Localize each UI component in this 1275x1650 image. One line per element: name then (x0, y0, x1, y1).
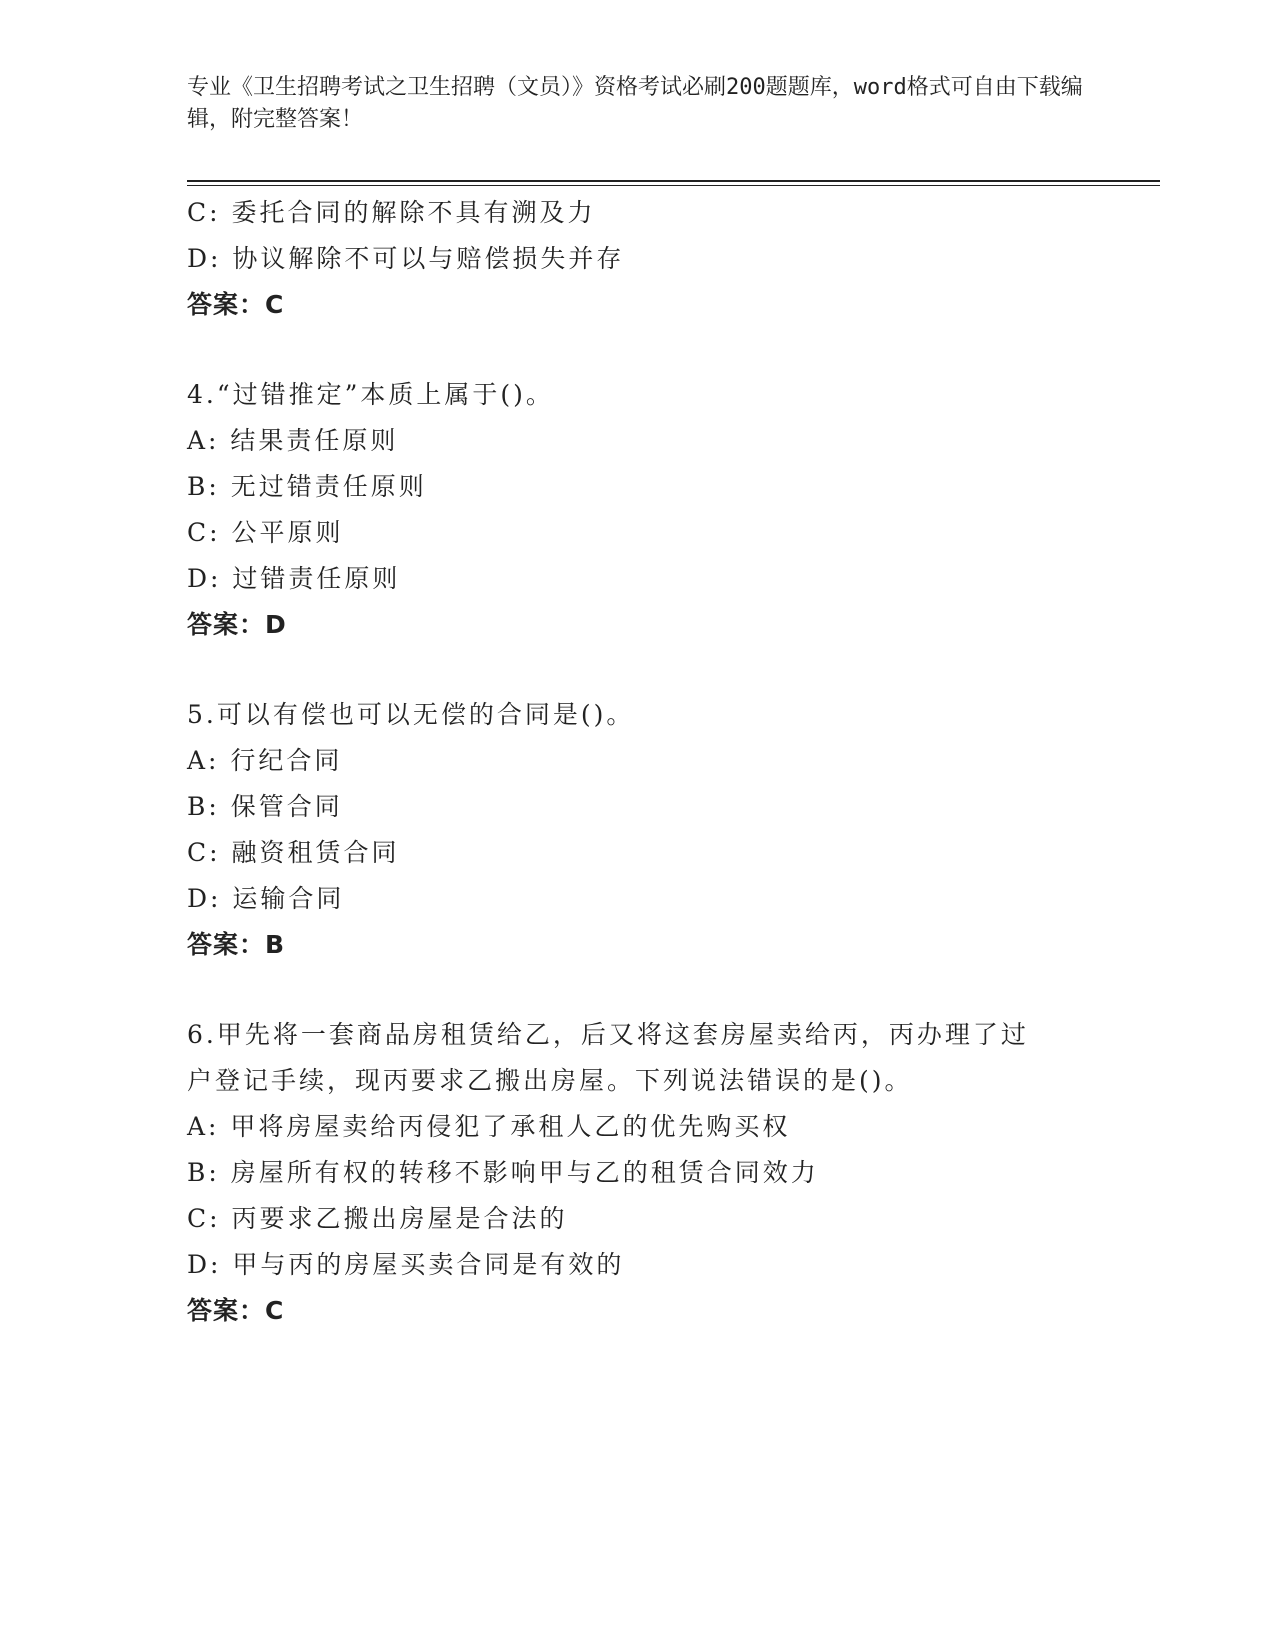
answer: 答案：B (187, 930, 286, 959)
question-stem-line-1: 6.甲先将一套商品房租赁给乙，后又将这套房屋卖给丙，丙办理了过 (187, 1020, 1029, 1049)
page-header: 专业《卫生招聘考试之卫生招聘（文员）》资格考试必刷200题题库，word格式可自由下载编辑，附完整答案！ (187, 75, 1083, 132)
option-c: C: 融资租赁合同 (187, 838, 400, 867)
option-d: D: 运输合同 (187, 884, 345, 913)
option-d: D: 甲与丙的房屋买卖合同是有效的 (187, 1250, 625, 1279)
question-stem-line-2: 户登记手续，现丙要求乙搬出房屋。下列说法错误的是()。 (187, 1066, 913, 1095)
option-d: D: 过错责任原则 (187, 564, 401, 593)
option-b: B: 无过错责任原则 (187, 472, 427, 501)
header-divider-thin (187, 185, 1160, 186)
option-a: A: 甲将房屋卖给丙侵犯了承租人乙的优先购买权 (187, 1112, 791, 1141)
question-3-continued (187, 190, 1087, 328)
answer: 答案：C (187, 1296, 285, 1325)
option-b: B: 保管合同 (187, 792, 343, 821)
answer: 答案：C (187, 290, 285, 319)
answer: 答案：D (187, 610, 287, 639)
question-5 (187, 692, 1087, 968)
option-c: C: 委托合同的解除不具有溯及力 (187, 198, 596, 227)
question-6 (187, 1012, 1087, 1334)
option-a: A: 结果责任原则 (187, 426, 399, 455)
question-stem: 4.“过错推定”本质上属于()。 (187, 380, 554, 409)
header-divider (187, 180, 1160, 182)
question-list (187, 190, 1087, 1334)
question-4 (187, 372, 1087, 648)
question-stem: 5.可以有偿也可以无偿的合同是()。 (187, 700, 635, 729)
option-b: B: 房屋所有权的转移不影响甲与乙的租赁合同效力 (187, 1158, 819, 1187)
option-a: A: 行纪合同 (187, 746, 343, 775)
option-d: D: 协议解除不可以与赔偿损失并存 (187, 244, 625, 273)
option-c: C: 公平原则 (187, 518, 344, 547)
option-c: C: 丙要求乙搬出房屋是合法的 (187, 1204, 568, 1233)
